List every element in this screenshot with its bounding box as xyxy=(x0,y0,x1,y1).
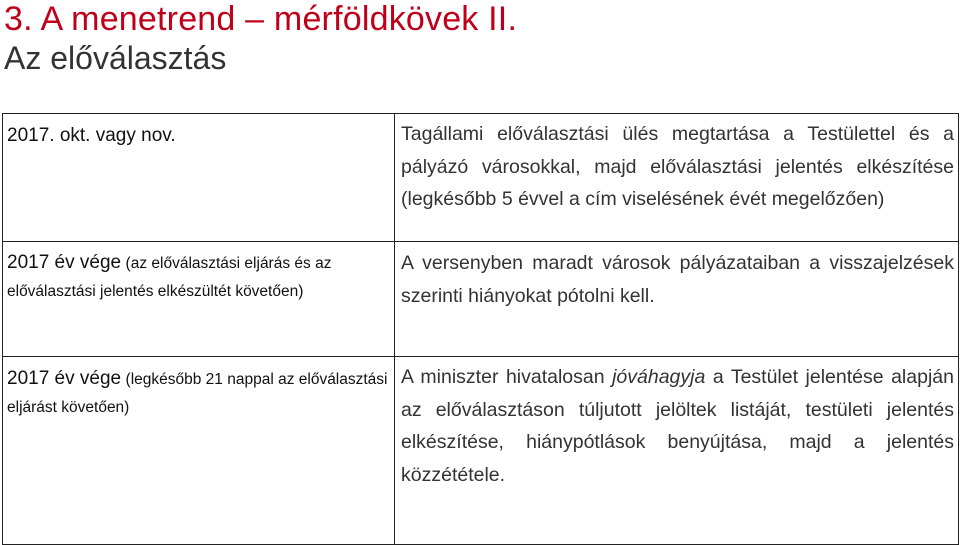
page-title xyxy=(4,0,517,78)
description-cell xyxy=(395,114,959,242)
description-cell xyxy=(395,242,959,357)
date-cell xyxy=(3,242,395,357)
milestone-date-note: (legkésőbb 21 nappal az előválasztási eljárást követően) xyxy=(7,371,388,416)
milestone-table xyxy=(2,113,959,545)
title-line-1: 3. A menetrend – mérföldkövek II. xyxy=(4,0,518,38)
description-text-end: a Testület jelentése alapján az előválasztáson túljutott jelöltek listáját, testületi jelentés elkészítése, hiánypótlások benyújtása, majd a jelentés közzététele. xyxy=(401,366,954,486)
description-text-start: A miniszter hivatalosan xyxy=(401,366,613,388)
milestone-date-note: (az előválasztási eljárás és az előválasztási jelentés elkészültét követően) xyxy=(7,255,332,300)
milestone-description: Tagállami előválasztási ülés megtartása a Testülettel és a pályázó városokkal, majd előválasztási jelentés elkészítése (legkésőbb 5 évvel a cím viselésének évét megelőzően) xyxy=(401,123,954,210)
description-emphasis: jóváhagyja xyxy=(612,366,706,388)
milestone-description: A versenyben maradt városok pályázataiban a visszajelzések szerinti hiányokat pótolni kell. xyxy=(401,252,954,307)
milestone-date: 2017 év vége xyxy=(7,252,122,273)
milestone-date: 2017. okt. vagy nov. xyxy=(7,125,176,146)
milestone-date: 2017 év vége xyxy=(7,368,122,389)
description-cell xyxy=(395,357,959,545)
date-cell xyxy=(3,114,395,242)
table-row xyxy=(3,357,959,545)
date-cell xyxy=(3,357,395,545)
milestone-description xyxy=(401,366,954,486)
table-row xyxy=(3,114,959,242)
table-row xyxy=(3,242,959,357)
title-line-2: Az előválasztás xyxy=(4,40,227,76)
